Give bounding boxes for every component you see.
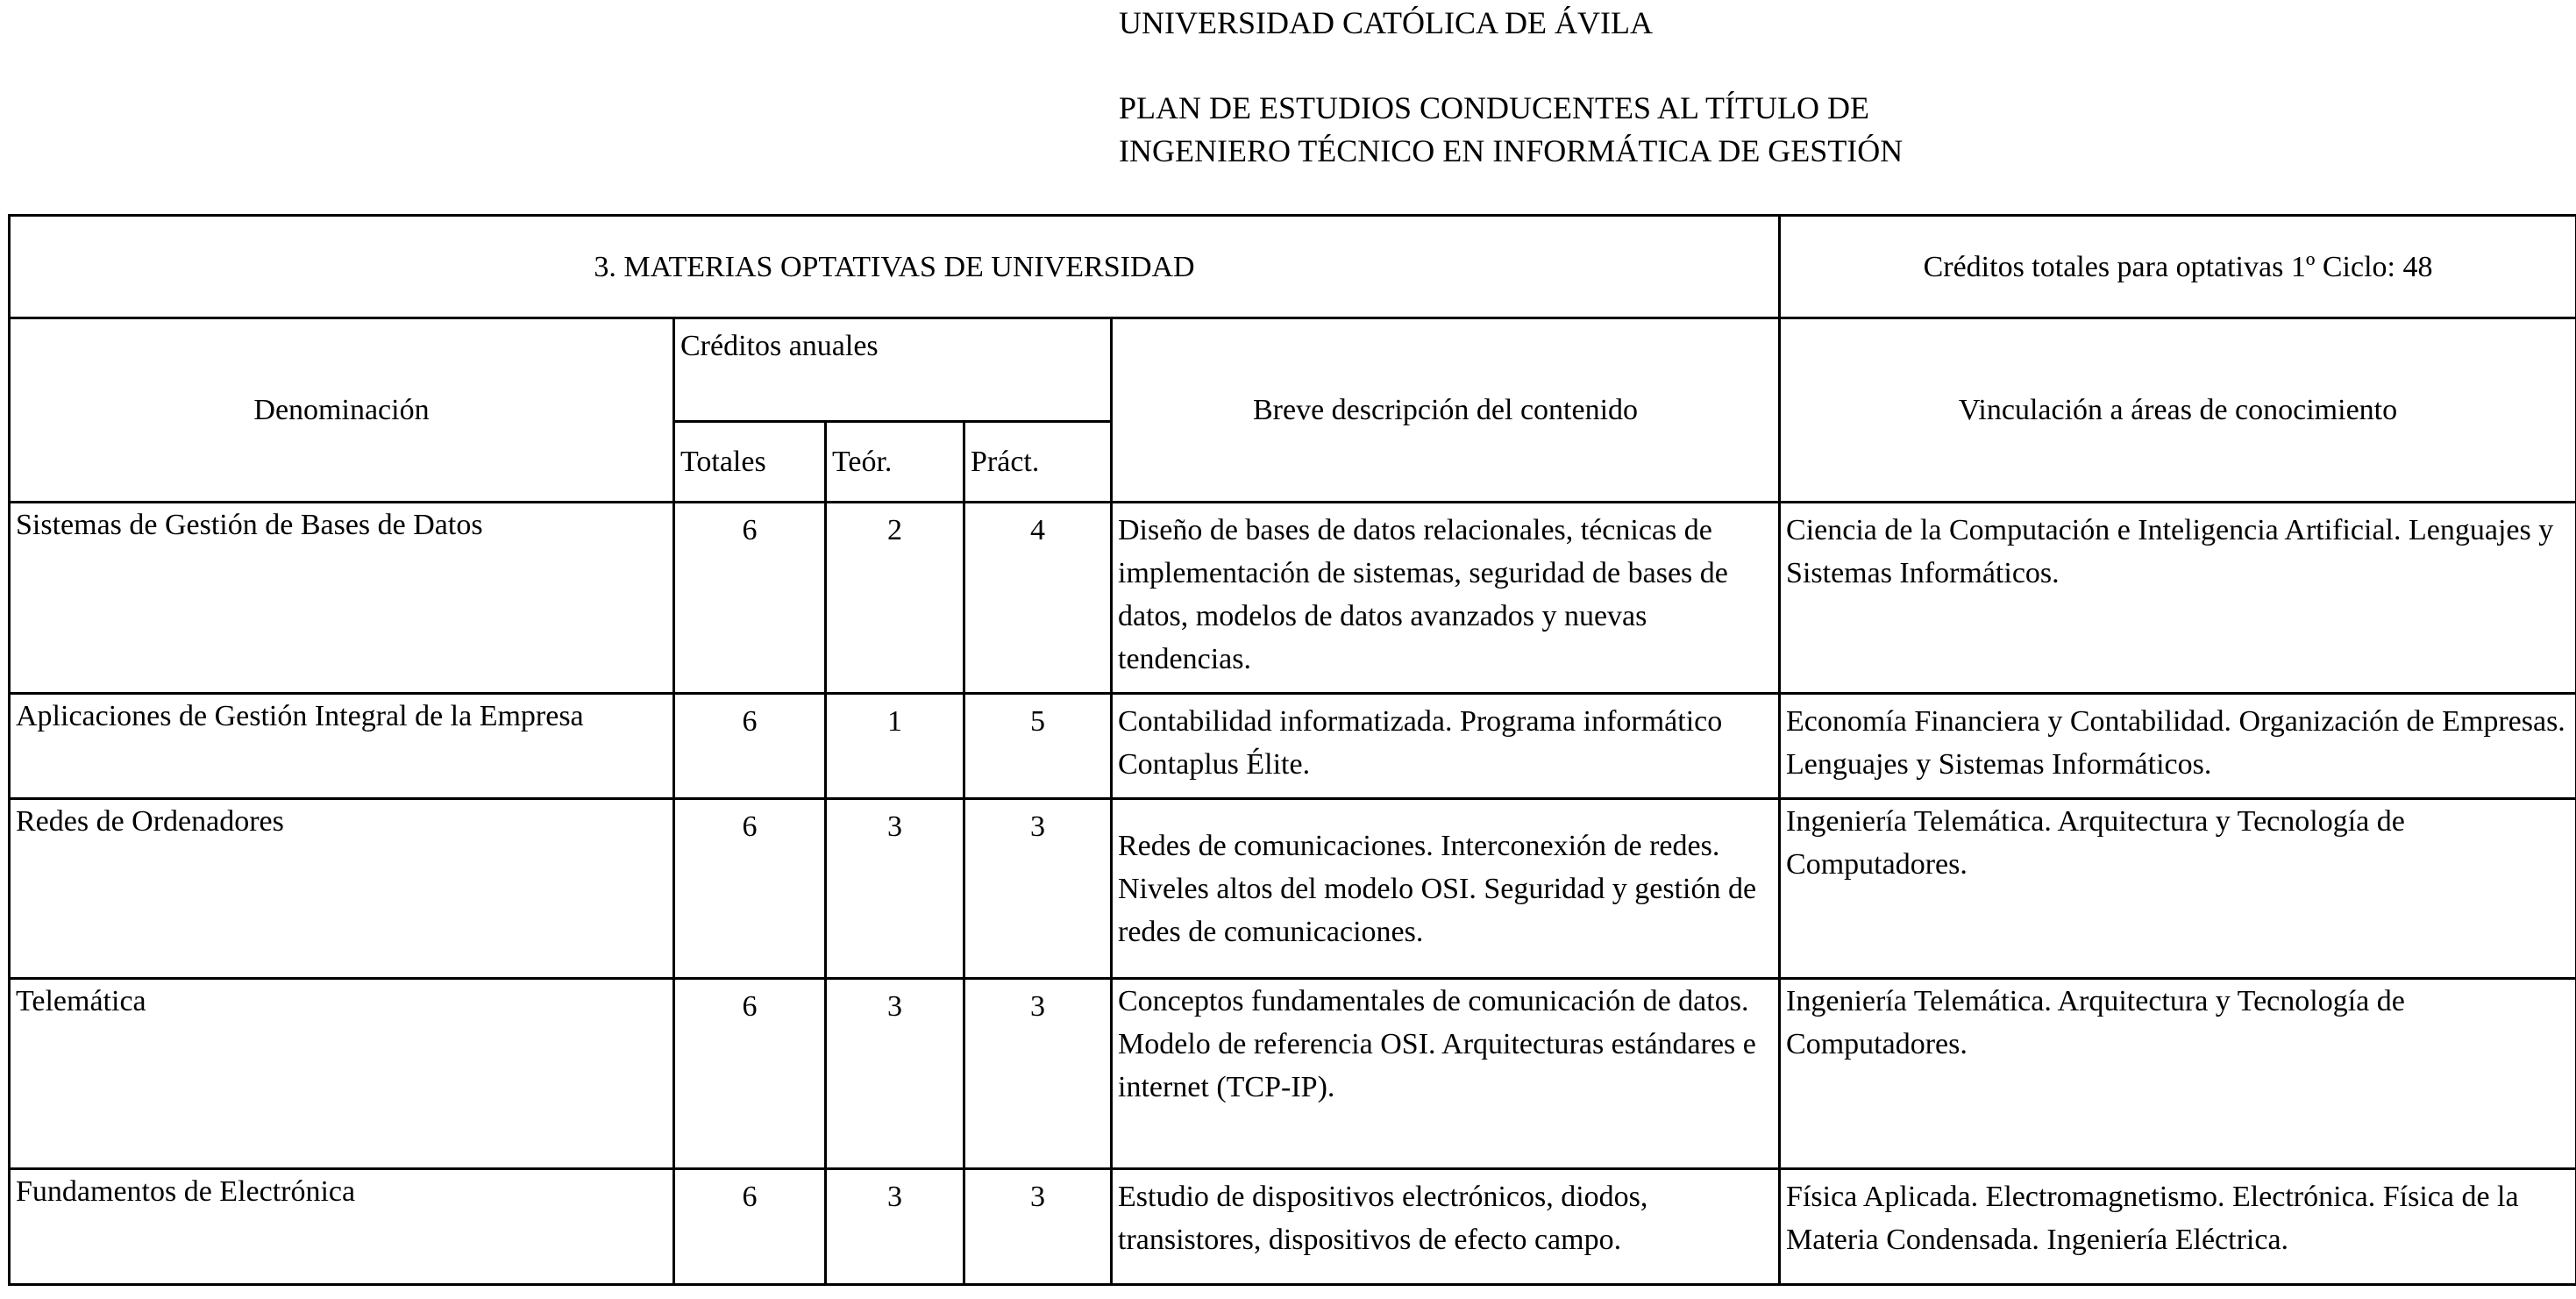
- plan-title-line2: INGENIERO TÉCNICO EN INFORMÁTICA DE GESTIÓN: [1119, 133, 1904, 168]
- row-teor: 3: [826, 799, 964, 979]
- row-areas: Ingeniería Telemática. Arquitectura y Tecnología de Computadores.: [1780, 979, 2576, 1169]
- header-teor: Teór.: [826, 422, 964, 503]
- row-pract: 3: [964, 1169, 1112, 1285]
- row-teor: 2: [826, 503, 964, 694]
- row-name: Aplicaciones de Gestión Integral de la Empresa: [10, 694, 674, 799]
- row-name: Fundamentos de Electrónica: [10, 1169, 674, 1285]
- row-totales: 6: [674, 503, 826, 694]
- row-areas: Ciencia de la Computación e Inteligencia Artificial. Lenguajes y Sistemas Informáticos.: [1780, 503, 2576, 694]
- header-creditos-anuales: Créditos anuales: [674, 318, 1112, 422]
- row-name: Sistemas de Gestión de Bases de Datos: [10, 503, 674, 694]
- row-description: Diseño de bases de datos relacionales, técnicas de implementación de sistemas, seguridad de bases de datos, modelos de datos avanzados y nuevas tendencias.: [1112, 503, 1780, 694]
- row-teor: 1: [826, 694, 964, 799]
- row-areas: Economía Financiera y Contabilidad. Organización de Empresas. Lenguajes y Sistemas Informáticos.: [1780, 694, 2576, 799]
- row-description: Conceptos fundamentales de comunicación de datos. Modelo de referencia OSI. Arquitecturas estándares e internet (TCP-IP).: [1112, 979, 1780, 1169]
- row-description: Estudio de dispositivos electrónicos, diodos, transistores, dispositivos de efecto campo.: [1112, 1169, 1780, 1285]
- row-teor: 3: [826, 1169, 964, 1285]
- header-descripcion: Breve descripción del contenido: [1112, 318, 1780, 503]
- optativas-table: [8, 214, 2576, 1286]
- row-pract: 4: [964, 503, 1112, 694]
- row-pract: 5: [964, 694, 1112, 799]
- row-name: Redes de Ordenadores: [10, 799, 674, 979]
- row-areas: Física Aplicada. Electromagnetismo. Electrónica. Física de la Materia Condensada. Ingeniería Eléctrica.: [1780, 1169, 2576, 1285]
- header-totales: Totales: [674, 422, 826, 503]
- row-totales: 6: [674, 694, 826, 799]
- table-row: [10, 503, 2576, 694]
- row-totales: 6: [674, 979, 826, 1169]
- row-totales: 6: [674, 1169, 826, 1285]
- plan-title-line1: PLAN DE ESTUDIOS CONDUCENTES AL TÍTULO DE: [1119, 90, 1869, 125]
- row-pract: 3: [964, 979, 1112, 1169]
- header-denominacion: Denominación: [10, 318, 674, 503]
- table-row: [10, 979, 2576, 1169]
- table-row: [10, 694, 2576, 799]
- row-description: Contabilidad informatizada. Programa informático Contaplus Élite.: [1112, 694, 1780, 799]
- total-credits-label: Créditos totales para optativas 1º Ciclo: 48: [1780, 216, 2576, 318]
- table-row: [10, 799, 2576, 979]
- table-row: [10, 1169, 2576, 1285]
- row-description: Redes de comunicaciones. Interconexión de redes. Niveles altos del modelo OSI. Seguridad y gestión de redes de comunicaciones.: [1112, 799, 1780, 979]
- section-title: 3. MATERIAS OPTATIVAS DE UNIVERSIDAD: [10, 216, 1780, 318]
- header-pract: Práct.: [964, 422, 1112, 503]
- row-pract: 3: [964, 799, 1112, 979]
- header-vinculacion: Vinculación a áreas de conocimiento: [1780, 318, 2576, 503]
- row-teor: 3: [826, 979, 964, 1169]
- university-title: UNIVERSIDAD CATÓLICA DE ÁVILA: [1119, 5, 1653, 40]
- row-totales: 6: [674, 799, 826, 979]
- row-name: Telemática: [10, 979, 674, 1169]
- row-areas: Ingeniería Telemática. Arquitectura y Tecnología de Computadores.: [1780, 799, 2576, 979]
